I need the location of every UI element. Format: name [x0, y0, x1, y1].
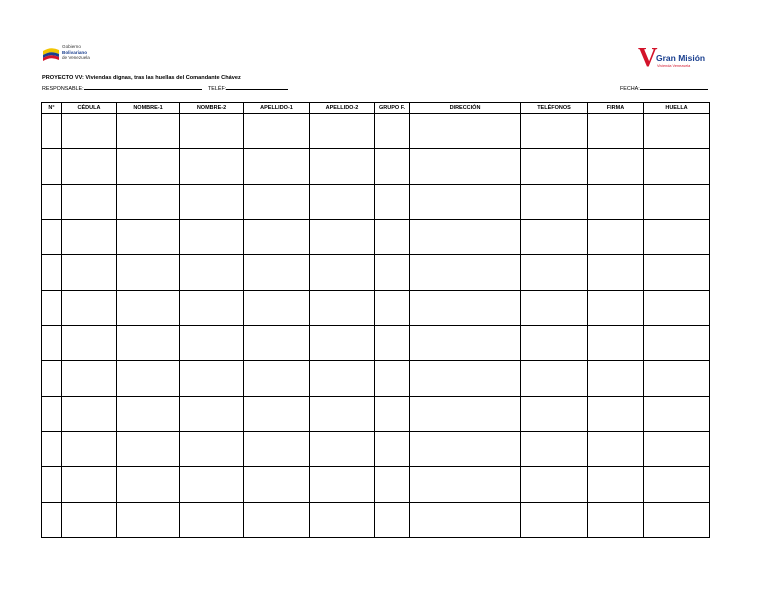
table-cell[interactable]	[375, 114, 410, 149]
table-cell[interactable]	[180, 290, 244, 325]
table-cell[interactable]	[521, 149, 588, 184]
table-cell[interactable]	[180, 431, 244, 466]
table-cell[interactable]	[180, 502, 244, 537]
fecha-blank[interactable]	[640, 84, 708, 90]
table-cell[interactable]	[62, 467, 117, 502]
table-cell[interactable]	[410, 290, 521, 325]
table-cell[interactable]	[521, 502, 588, 537]
table-cell[interactable]	[644, 361, 710, 396]
col-header-apellido-1: APELLIDO-1	[244, 103, 310, 114]
table-cell[interactable]	[42, 467, 62, 502]
responsable-blank[interactable]	[84, 84, 202, 90]
logo-right-sub: Vivienda Venezuela	[657, 64, 691, 68]
table-cell[interactable]	[410, 114, 521, 149]
table-row	[42, 361, 710, 396]
table-cell[interactable]	[644, 502, 710, 537]
table-cell[interactable]	[180, 114, 244, 149]
table-row	[42, 396, 710, 431]
table-cell[interactable]	[117, 502, 180, 537]
project-title: PROYECTO VV: Viviendas dignas, tras las huellas del Comandante Chávez	[42, 75, 241, 81]
table-cell[interactable]	[310, 149, 375, 184]
table-cell[interactable]	[62, 325, 117, 360]
table-cell[interactable]	[410, 467, 521, 502]
col-header-numero: N°	[42, 103, 62, 114]
table-cell[interactable]	[42, 361, 62, 396]
table-cell[interactable]	[310, 255, 375, 290]
table-cell[interactable]	[588, 149, 644, 184]
table-cell[interactable]	[42, 431, 62, 466]
telef-blank[interactable]	[226, 84, 288, 90]
table-cell[interactable]	[117, 149, 180, 184]
col-header-cedula: CÉDULA	[62, 103, 117, 114]
logo-left-line1: Gobierno	[62, 44, 81, 49]
table-cell[interactable]	[42, 114, 62, 149]
table-cell[interactable]	[117, 114, 180, 149]
table-cell[interactable]	[644, 184, 710, 219]
table-cell[interactable]	[375, 431, 410, 466]
table-cell[interactable]	[117, 396, 180, 431]
table-cell[interactable]	[410, 149, 521, 184]
logo-left-line3: de Venezuela	[62, 55, 90, 61]
table-row	[42, 219, 710, 254]
table-cell[interactable]	[410, 325, 521, 360]
table-cell[interactable]	[310, 219, 375, 254]
table-cell[interactable]	[588, 325, 644, 360]
table-cell[interactable]	[588, 467, 644, 502]
table-cell[interactable]	[180, 184, 244, 219]
table-cell[interactable]	[521, 361, 588, 396]
responsable-field[interactable]	[42, 84, 202, 92]
table-row	[42, 325, 710, 360]
table-cell[interactable]	[244, 431, 310, 466]
table-cell[interactable]	[644, 290, 710, 325]
table-cell[interactable]	[521, 114, 588, 149]
table-cell[interactable]	[375, 467, 410, 502]
table-cell[interactable]	[62, 431, 117, 466]
table-cell[interactable]	[644, 325, 710, 360]
table-cell[interactable]	[62, 361, 117, 396]
table-cell[interactable]	[644, 114, 710, 149]
table-cell[interactable]	[117, 325, 180, 360]
table-cell[interactable]	[244, 396, 310, 431]
table-cell[interactable]	[644, 149, 710, 184]
table-body	[42, 114, 710, 538]
table-cell[interactable]	[62, 290, 117, 325]
table-cell[interactable]	[375, 325, 410, 360]
table-cell[interactable]	[42, 502, 62, 537]
table-cell[interactable]	[180, 396, 244, 431]
table-cell[interactable]	[244, 219, 310, 254]
table-cell[interactable]	[588, 255, 644, 290]
table-cell[interactable]	[117, 184, 180, 219]
table-cell[interactable]	[375, 502, 410, 537]
table-cell[interactable]	[310, 502, 375, 537]
table-cell[interactable]	[180, 149, 244, 184]
table-row	[42, 290, 710, 325]
table-cell[interactable]	[62, 149, 117, 184]
table-cell[interactable]	[244, 325, 310, 360]
table-cell[interactable]	[310, 325, 375, 360]
table-row	[42, 149, 710, 184]
col-header-grupo-f: GRUPO F.	[375, 103, 410, 114]
table-cell[interactable]	[644, 255, 710, 290]
table-cell[interactable]	[521, 219, 588, 254]
table-cell[interactable]	[244, 361, 310, 396]
table-cell[interactable]	[244, 290, 310, 325]
table-cell[interactable]	[310, 290, 375, 325]
col-header-telefonos: TELÉFONOS	[521, 103, 588, 114]
gobierno-bolivariano-logo	[42, 44, 102, 64]
table-cell[interactable]	[310, 184, 375, 219]
telef-label: TELÉF:	[208, 86, 227, 92]
col-header-direccion: DIRECCIÓN	[410, 103, 521, 114]
registration-table	[41, 102, 710, 538]
table-cell[interactable]	[644, 396, 710, 431]
table-header-row	[42, 103, 710, 114]
table-cell[interactable]	[244, 114, 310, 149]
table-cell[interactable]	[62, 184, 117, 219]
table-cell[interactable]	[521, 184, 588, 219]
table-cell[interactable]	[180, 255, 244, 290]
table-row	[42, 502, 710, 537]
table-cell[interactable]	[244, 467, 310, 502]
table-cell[interactable]	[180, 467, 244, 502]
table-cell[interactable]	[244, 502, 310, 537]
table-cell[interactable]	[62, 114, 117, 149]
fecha-label: FECHA:	[620, 86, 640, 92]
table-cell[interactable]	[117, 431, 180, 466]
table-cell[interactable]	[375, 255, 410, 290]
telefono-field[interactable]	[208, 84, 288, 92]
table-cell[interactable]	[410, 396, 521, 431]
table-cell[interactable]	[62, 255, 117, 290]
col-header-nombre-2: NOMBRE-2	[180, 103, 244, 114]
table-cell[interactable]	[180, 219, 244, 254]
table-cell[interactable]	[117, 219, 180, 254]
table-cell[interactable]	[588, 114, 644, 149]
table-cell[interactable]	[588, 290, 644, 325]
table-cell[interactable]	[42, 184, 62, 219]
table-cell[interactable]	[521, 396, 588, 431]
table-row	[42, 467, 710, 502]
table-cell[interactable]	[180, 361, 244, 396]
table-cell[interactable]	[521, 290, 588, 325]
table-cell[interactable]	[644, 431, 710, 466]
table-cell[interactable]	[117, 290, 180, 325]
gran-mision-vivienda-logo	[638, 42, 708, 72]
table-cell[interactable]	[410, 431, 521, 466]
table-cell[interactable]	[42, 149, 62, 184]
table-cell[interactable]	[410, 255, 521, 290]
table-cell[interactable]	[588, 361, 644, 396]
table-cell[interactable]	[521, 431, 588, 466]
table-cell[interactable]	[42, 219, 62, 254]
table-cell[interactable]	[375, 290, 410, 325]
logo-right-name: Gran Misión	[656, 53, 706, 63]
venezuela-flag-icon	[42, 46, 60, 62]
table-cell[interactable]	[62, 396, 117, 431]
table-cell[interactable]	[310, 396, 375, 431]
table-cell[interactable]	[42, 325, 62, 360]
table-cell[interactable]	[244, 149, 310, 184]
table-cell[interactable]	[117, 361, 180, 396]
table-cell[interactable]	[375, 396, 410, 431]
table-cell[interactable]	[644, 219, 710, 254]
table-cell[interactable]	[375, 361, 410, 396]
table-cell[interactable]	[588, 396, 644, 431]
table-cell[interactable]	[244, 255, 310, 290]
responsable-label: RESPONSABLE:	[42, 86, 84, 92]
table-row	[42, 255, 710, 290]
table-cell[interactable]	[410, 219, 521, 254]
table-cell[interactable]	[310, 361, 375, 396]
fecha-field[interactable]	[620, 84, 708, 92]
table-cell[interactable]	[310, 431, 375, 466]
table-cell[interactable]	[375, 149, 410, 184]
table-cell[interactable]	[117, 467, 180, 502]
table-cell[interactable]	[375, 184, 410, 219]
table-cell[interactable]	[644, 467, 710, 502]
table-cell[interactable]	[180, 325, 244, 360]
col-header-huella: HUELLA	[644, 103, 710, 114]
table-cell[interactable]	[588, 502, 644, 537]
table-cell[interactable]	[310, 467, 375, 502]
table-cell[interactable]	[62, 502, 117, 537]
table-cell[interactable]	[375, 219, 410, 254]
col-header-apellido-2: APELLIDO-2	[310, 103, 375, 114]
col-header-firma: FIRMA	[588, 103, 644, 114]
table-cell[interactable]	[42, 255, 62, 290]
table-cell[interactable]	[521, 255, 588, 290]
table-cell[interactable]	[588, 431, 644, 466]
table-cell[interactable]	[62, 219, 117, 254]
table-cell[interactable]	[410, 184, 521, 219]
table-cell[interactable]	[42, 290, 62, 325]
table-cell[interactable]	[310, 114, 375, 149]
logo-left-text	[62, 44, 90, 61]
table-row	[42, 431, 710, 466]
table-cell[interactable]	[521, 467, 588, 502]
table-cell[interactable]	[410, 361, 521, 396]
table-row	[42, 114, 710, 149]
logo-v-mark: V	[638, 42, 658, 72]
col-header-nombre-1: NOMBRE-1	[117, 103, 180, 114]
logo-left-line2: Bolivariano	[62, 49, 88, 55]
table-cell[interactable]	[410, 502, 521, 537]
table-row	[42, 184, 710, 219]
table-cell[interactable]	[588, 219, 644, 254]
table-cell[interactable]	[117, 255, 180, 290]
table-cell[interactable]	[521, 325, 588, 360]
table-cell[interactable]	[42, 396, 62, 431]
table-cell[interactable]	[588, 184, 644, 219]
table-cell[interactable]	[244, 184, 310, 219]
